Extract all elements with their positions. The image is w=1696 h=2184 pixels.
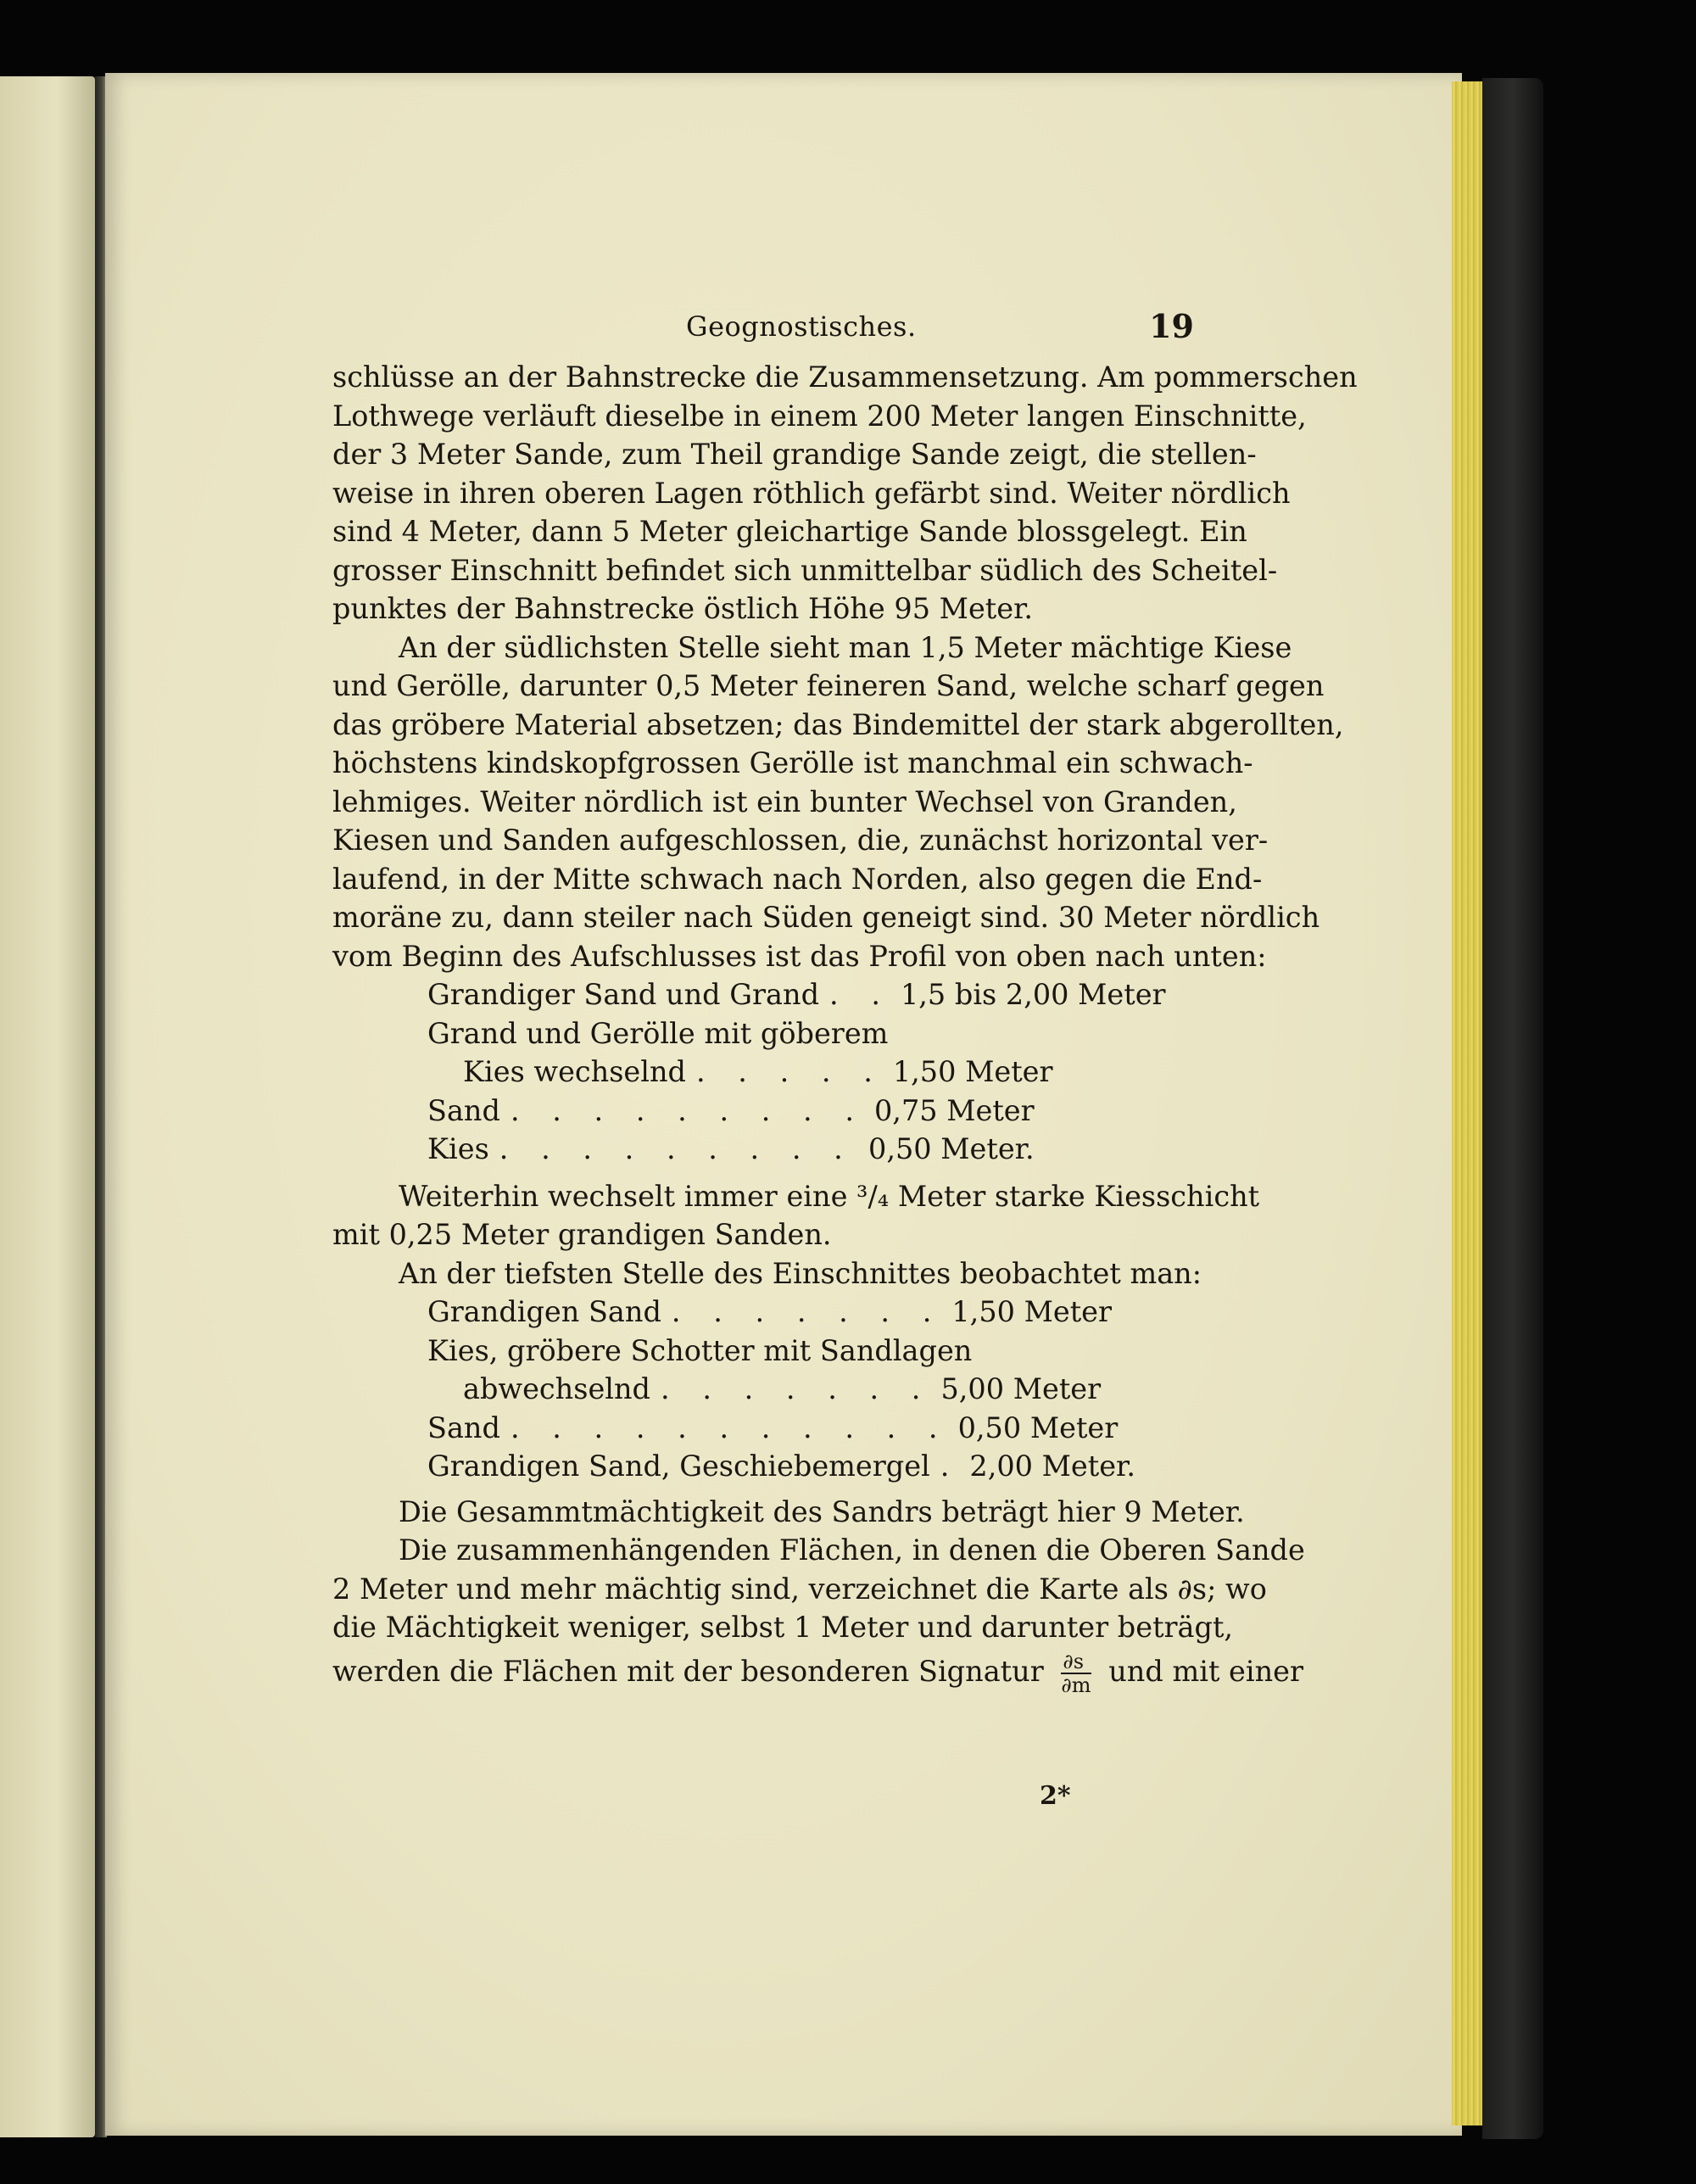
page-number: 19	[1149, 307, 1194, 345]
fraction-denominator: ∂m	[1061, 1673, 1091, 1697]
text-line: der 3 Meter Sande, zum Theil grandige Sande zeigt, die stellen-	[332, 438, 1257, 471]
row-label: Kies wechselnd	[463, 1055, 686, 1088]
table-row	[427, 1409, 1157, 1448]
leader-dots: . . . . . . .	[671, 1295, 944, 1328]
text-line	[332, 1649, 1304, 1697]
leader-dots: .	[940, 1449, 962, 1483]
gilt-page-edges	[1452, 81, 1482, 2125]
map-signature-fraction	[1061, 1651, 1091, 1696]
leader-dots: . . . . . . .	[661, 1372, 933, 1405]
row-label: Sand	[427, 1410, 500, 1444]
text-line: grosser Einschnitt befindet sich unmittelbar südlich des Scheitel-	[332, 553, 1278, 587]
text-line: höchstens kindskopfgrossen Gerölle ist manchmal ein schwach-	[332, 746, 1253, 779]
leader-dots	[972, 1332, 982, 1371]
paragraph-5	[332, 1493, 1245, 1532]
text-line: An der tiefsten Stelle des Einschnittes beobachtet man:	[399, 1256, 1202, 1290]
table-row	[427, 1130, 1157, 1169]
text-line: 2 Meter und mehr mächtig sind, verzeichnet die Karte als ∂s; wo	[332, 1572, 1267, 1606]
paragraph-2	[332, 628, 1344, 976]
row-label: abwechselnd	[463, 1372, 651, 1405]
running-title: Geognostisches.	[686, 310, 917, 343]
paragraph-3	[332, 1177, 1260, 1254]
row-value: 1,50 Meter	[951, 1295, 1113, 1328]
text-line: lehmiges. Weiter nördlich ist ein bunter Wechsel von Granden,	[332, 785, 1237, 818]
paragraph-1	[332, 358, 1358, 628]
row-value: 1,5 bis 2,00 Meter	[900, 978, 1166, 1011]
profile-table-2	[427, 1293, 1157, 1486]
row-value: 0,75 Meter	[873, 1093, 1035, 1127]
table-row	[427, 1293, 1157, 1332]
book-cover-edge	[1482, 78, 1543, 2139]
row-label: Kies, gröbere Schotter mit Sandlagen	[427, 1333, 973, 1367]
text-line: die Mächtigkeit weniger, selbst 1 Meter und darunter beträgt,	[332, 1611, 1234, 1644]
row-label: Kies	[427, 1132, 489, 1165]
text-line: Weiterhin wechselt immer eine ³/₄ Meter starke Kiesschicht	[399, 1179, 1260, 1213]
text-fragment: werden die Flächen mit der besonderen Signatur	[332, 1654, 1044, 1688]
row-label: Grandigen Sand	[427, 1295, 661, 1328]
text-line: sind 4 Meter, dann 5 Meter gleichartige Sande blossgelegt. Ein	[332, 515, 1247, 548]
table-row	[427, 1092, 1157, 1131]
text-line: mit 0,25 Meter grandigen Sanden.	[332, 1218, 832, 1251]
text-line: punktes der Bahnstrecke östlich Höhe 95 Meter.	[332, 592, 1034, 625]
row-value: 2,00 Meter.	[969, 1449, 1136, 1483]
leader-dots	[888, 1014, 898, 1053]
table-row	[427, 1447, 1157, 1486]
paragraph-6	[332, 1531, 1305, 1697]
leader-dots: . . . . . . . . .	[499, 1132, 855, 1165]
table-row	[427, 1053, 1157, 1092]
row-label: Sand	[427, 1093, 500, 1127]
row-label: Grandigen Sand, Geschiebemergel	[427, 1449, 930, 1483]
text-line: Lothwege verläuft dieselbe in einem 200 Meter langen Einschnitte,	[332, 399, 1307, 433]
table-row	[427, 1014, 1157, 1053]
row-value: 0,50 Meter.	[868, 1132, 1035, 1165]
table-row	[427, 975, 1166, 1014]
text-line: Kiesen und Sanden aufgeschlossen, die, zunächst horizontal ver-	[332, 824, 1269, 857]
signature-mark: 2*	[1040, 1781, 1071, 1811]
fraction-numerator: ∂s	[1061, 1651, 1091, 1674]
text-block	[332, 307, 1358, 1811]
row-value: 1,50 Meter	[892, 1055, 1053, 1088]
page-header	[332, 307, 1194, 358]
table-row	[427, 1370, 1157, 1409]
profile-table-1	[427, 975, 1166, 1169]
text-line: und Gerölle, darunter 0,5 Meter feineren Sand, welche scharf gegen	[332, 669, 1325, 702]
row-value: 5,00 Meter	[940, 1372, 1102, 1405]
row-label: Grandiger Sand und Grand	[427, 978, 820, 1011]
text-line: moräne zu, dann steiler nach Süden geneigt sind. 30 Meter nördlich	[332, 901, 1320, 934]
previous-page-edge	[0, 76, 95, 2137]
leader-dots: . . . . .	[696, 1055, 884, 1088]
table-row	[427, 1332, 1157, 1371]
text-line: Die Gesammtmächtigkeit des Sandrs beträgt hier 9 Meter.	[399, 1494, 1245, 1528]
text-line: vom Beginn des Aufschlusses ist das Profil von oben nach unten:	[332, 939, 1267, 973]
text-line: Die zusammenhängenden Flächen, in denen die Oberen Sande	[399, 1533, 1305, 1567]
leader-dots: . . . . . . . . .	[510, 1093, 866, 1127]
row-value	[982, 1332, 1213, 1371]
row-value: 0,50 Meter	[957, 1410, 1119, 1444]
row-value	[898, 1014, 1195, 1053]
text-line: weise in ihren oberen Lagen röthlich gefärbt sind. Weiter nördlich	[332, 476, 1291, 510]
leader-dots: . .	[829, 978, 892, 1011]
paragraph-4	[332, 1254, 1202, 1293]
text-line: An der südlichsten Stelle sieht man 1,5 Meter mächtige Kiese	[399, 630, 1292, 664]
text-line: laufend, in der Mitte schwach nach Norden, also gegen die End-	[332, 862, 1263, 896]
text-fragment: und mit einer	[1108, 1654, 1304, 1688]
leader-dots: . . . . . . . . . . .	[510, 1410, 950, 1444]
text-line: schlüsse an der Bahnstrecke die Zusammensetzung. Am pommerschen	[332, 360, 1358, 394]
text-line: das gröbere Material absetzen; das Bindemittel der stark abgerollten,	[332, 707, 1344, 741]
row-label: Grand und Gerölle mit göberem	[427, 1016, 889, 1050]
